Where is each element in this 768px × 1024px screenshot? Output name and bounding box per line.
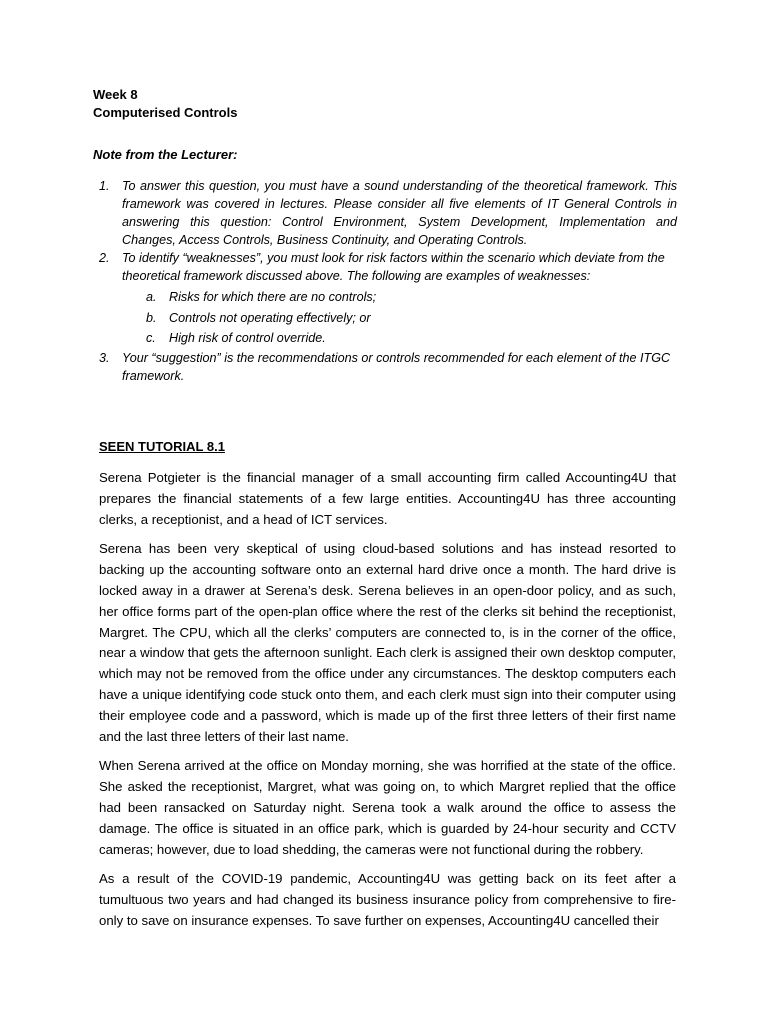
note-item-1 [93,177,677,249]
sub-item-letter: b. [146,310,157,325]
sub-item-text: Controls not operating effectively; or [169,310,371,325]
note-item-3 [93,349,677,385]
tutorial-title: SEEN TUTORIAL 8.1 [99,439,225,454]
note-item-2 [93,249,677,349]
sub-item-letter: c. [146,331,156,345]
sub-item-text: High risk of control override. [169,331,326,345]
note-item-number: 3. [99,350,110,365]
note-item-text: Your “suggestion” is the recommendations or controls recommended for each element of the ITGC framework. [122,350,671,383]
weakness-examples-list [122,287,677,349]
tutorial-paragraph: Serena has been very skeptical of using cloud-based solutions and has instead resorted to backing up the accounting software onto an external hard drive once a month. The hard drive is locked away in a drawer at Serena’s desk. Serena believes in an open-door policy, and as such, her office forms part of the open-plan office where the rest of the clerks sit behind the receptionist, Margret. The CPU, which all the clerks’ computers are connected to, is in the corner of the office, near a window that gets the afternoon sunlight. Each clerk is assigned their own desktop computer, which may not be removed from the office under any circumstances. The desktop computers each have a unique identifying code stuck onto them, and each clerk must sign into their computer using their employee code and a password, which is made up of the first three letters of their first name and the last three letters of their last name. [99,541,676,744]
week-heading: Week 8 [93,87,138,102]
note-item-number: 1. [99,179,110,193]
weakness-example-item [122,308,677,329]
lecturer-note-title: Note from the Lecturer: [93,147,238,162]
note-item-text: To answer this question, you must have a sound understanding of the theoretical framework. This framework was covered in lectures. Please consider all five elements of IT General Controls in answering this question: Control Environment, System Development, Implementation and Changes, Access Controls, Business Continuity, and Operating Controls. [122,179,677,247]
note-item-number: 2. [99,251,110,265]
tutorial-paragraph: As a result of the COVID-19 pandemic, Accounting4U was getting back on its feet after a tumultuous two years and had changed its business insurance policy from comprehensive to fire-only to save on insurance expenses. To save further on expenses, Accounting4U cancelled their [99,871,676,928]
topic-heading: Computerised Controls [93,105,238,120]
tutorial-body [99,468,676,941]
sub-item-letter: a. [146,290,157,304]
document-header [93,86,683,122]
note-item-text: To identify “weaknesses”, you must look for risk factors within the scenario which deviate from the theoretical framework discussed above. The following are examples of weaknesses: [122,251,665,283]
tutorial-paragraph: Serena Potgieter is the financial manager of a small accounting firm called Accounting4U that prepares the financial statements of a few large entities. Accounting4U has three accounting clerks, a receptionist, and a head of ICT services. [99,470,676,527]
lecturer-note-list [93,177,677,385]
sub-item-text: Risks for which there are no controls; [169,290,377,304]
tutorial-paragraph: When Serena arrived at the office on Monday morning, she was horrified at the state of the office. She asked the receptionist, Margret, what was going on, to which Margret replied that the office had been ransacked on Saturday night. Serena took a walk around the office to assess the damage. The office is situated in an office park, which is guarded by 24-hour security and CCTV cameras; however, due to load shedding, the cameras were not functional during the robbery. [99,758,676,857]
weakness-example-item [122,287,677,308]
weakness-example-item [122,328,677,349]
